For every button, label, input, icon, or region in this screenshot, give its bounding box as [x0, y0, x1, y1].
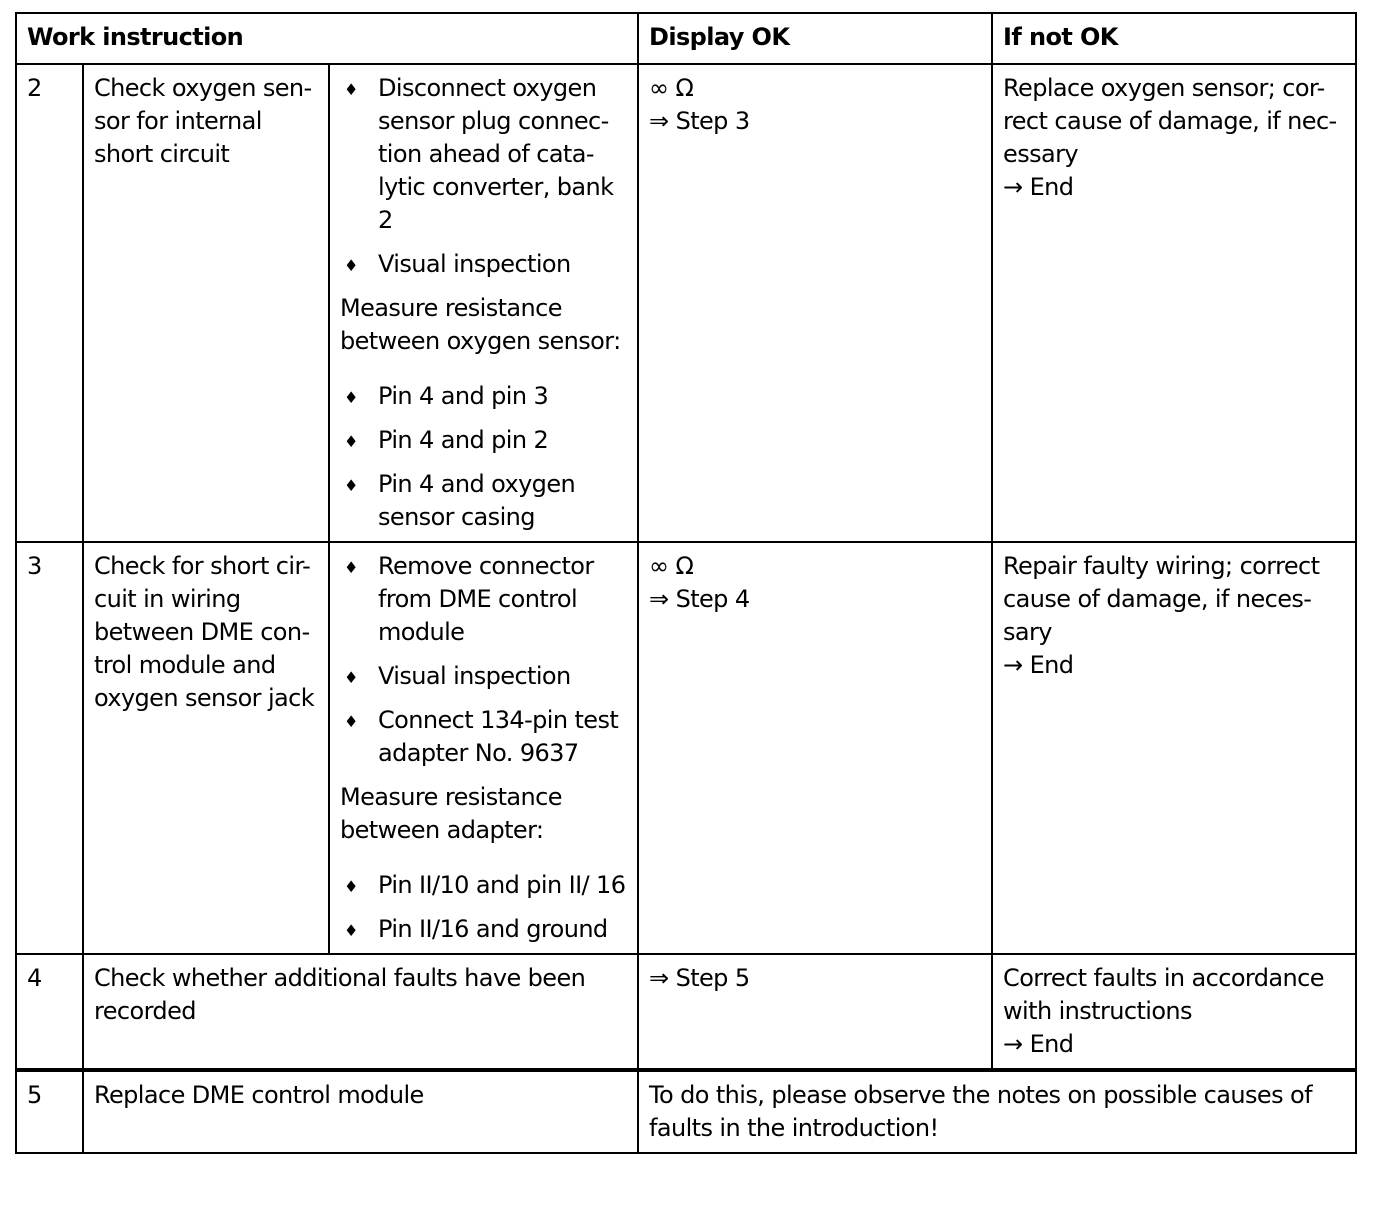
not-ok-action: Repair faulty wiring; correct cause of damage, if neces-sary	[1003, 552, 1320, 646]
display-ok-cell	[638, 954, 992, 1070]
table-row	[16, 64, 1356, 542]
check-description: Check whether additional faults have been recorded	[83, 954, 638, 1070]
measure-instruction: Measure resistance between oxygen sensor:	[340, 294, 621, 355]
not-ok-next-step: → End	[1003, 1030, 1074, 1058]
list-item-text: Visual inspection	[378, 250, 571, 278]
list-item-text: Pin 4 and pin 2	[378, 426, 549, 454]
step-number: 4	[16, 954, 83, 1070]
if-not-ok-cell	[992, 542, 1356, 954]
display-next-step: ⇒ Step 3	[649, 107, 750, 135]
procedure-cell	[329, 542, 638, 954]
measure-instruction: Measure resistance between adapter:	[340, 783, 562, 844]
list-item	[340, 913, 627, 946]
display-ok-cell	[638, 64, 992, 542]
diamond-bullet-icon: ♦	[344, 668, 358, 687]
display-next-step: ⇒ Step 4	[649, 585, 750, 613]
table-row	[16, 954, 1356, 1070]
list-item	[340, 72, 627, 237]
list-item	[340, 550, 627, 649]
not-ok-next-step: → End	[1003, 173, 1074, 201]
list-item	[340, 468, 627, 534]
diamond-bullet-icon: ♦	[344, 558, 358, 577]
display-ok-cell	[638, 542, 992, 954]
measurement-list	[340, 380, 627, 534]
list-item-text: Pin II/16 and ground	[378, 915, 608, 943]
list-item	[340, 660, 627, 693]
check-description: Check oxygen sen-sor for internal short circuit	[83, 64, 329, 542]
procedure-list	[340, 72, 627, 281]
not-ok-action: Correct faults in accordance with instructions	[1003, 964, 1324, 1025]
note-cell: To do this, please observe the notes on possible causes of faults in the introduction!	[638, 1070, 1356, 1153]
diamond-bullet-icon: ♦	[344, 476, 358, 495]
list-item	[340, 380, 627, 413]
measurement-list	[340, 869, 627, 946]
header-if-not-ok: If not OK	[992, 13, 1356, 64]
check-description: Check for short cir-cuit in wiring between DME con-trol module and oxygen sensor jack	[83, 542, 329, 954]
if-not-ok-cell	[992, 954, 1356, 1070]
table-row	[16, 1070, 1356, 1153]
list-item-text: Disconnect oxygen sensor plug connec-tion ahead of cata-lytic converter, bank 2	[378, 74, 614, 234]
diamond-bullet-icon: ♦	[344, 921, 358, 940]
list-item-text: Remove connector from DME control module	[378, 552, 594, 646]
work-instruction-table	[15, 12, 1357, 1154]
procedure-cell	[329, 64, 638, 542]
check-description: Replace DME control module	[83, 1070, 638, 1153]
diamond-bullet-icon: ♦	[344, 256, 358, 275]
step-number: 3	[16, 542, 83, 954]
table-row	[16, 542, 1356, 954]
diamond-bullet-icon: ♦	[344, 877, 358, 896]
list-item-text: Pin II/10 and pin II/ 16	[378, 871, 626, 899]
if-not-ok-cell	[992, 64, 1356, 542]
header-display-ok: Display OK	[638, 13, 992, 64]
display-next-step: ⇒ Step 5	[649, 964, 750, 992]
list-item	[340, 704, 627, 770]
step-number: 5	[16, 1070, 83, 1153]
not-ok-next-step: → End	[1003, 651, 1074, 679]
diamond-bullet-icon: ♦	[344, 432, 358, 451]
display-value: ∞ Ω	[649, 552, 694, 580]
header-work-instruction: Work instruction	[16, 13, 638, 64]
list-item-text: Pin 4 and oxygen sensor casing	[378, 470, 576, 531]
display-value: ∞ Ω	[649, 74, 694, 102]
list-item	[340, 248, 627, 281]
table-header-row	[16, 13, 1356, 64]
diamond-bullet-icon: ♦	[344, 712, 358, 731]
procedure-list	[340, 550, 627, 770]
list-item-text: Pin 4 and pin 3	[378, 382, 549, 410]
list-item	[340, 869, 627, 902]
diamond-bullet-icon: ♦	[344, 80, 358, 99]
not-ok-action: Replace oxygen sensor; cor-rect cause of damage, if nec-essary	[1003, 74, 1337, 168]
step-number: 2	[16, 64, 83, 542]
list-item	[340, 424, 627, 457]
list-item-text: Connect 134-pin test adapter No. 9637	[378, 706, 619, 767]
list-item-text: Visual inspection	[378, 662, 571, 690]
diamond-bullet-icon: ♦	[344, 388, 358, 407]
